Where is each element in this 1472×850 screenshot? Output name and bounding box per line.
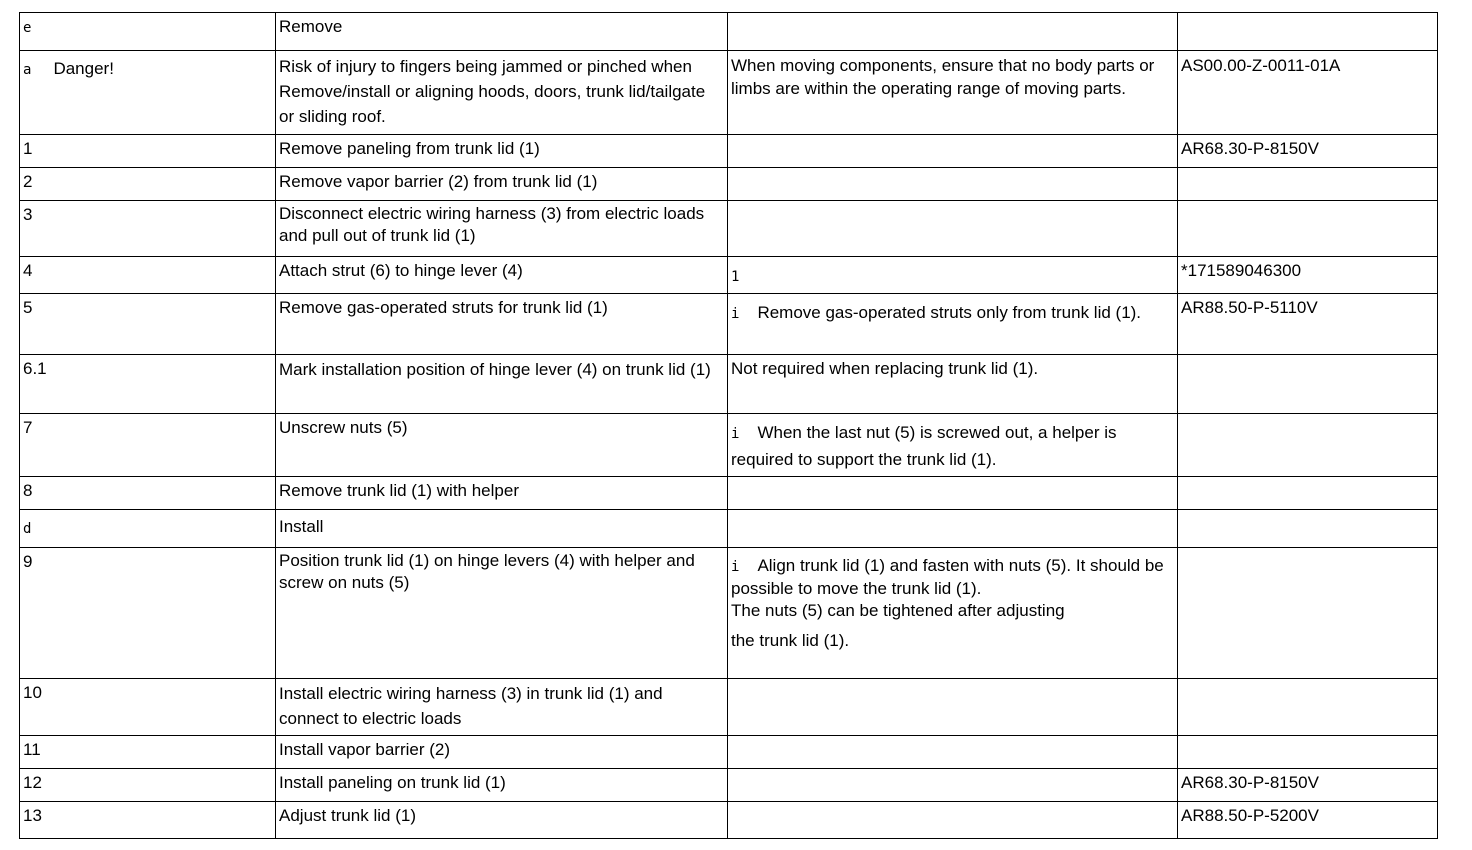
- action-text: Attach strut (6) to hinge lever (4): [279, 261, 523, 280]
- action-text: Install electric wiring harness (3) in trunk lid (1) and connect to electric loads: [279, 684, 663, 728]
- danger-text: Risk of injury to fingers being jammed or pinched when Remove/install or aligning hoods, doors, trunk lid/tailgate or sliding roof.: [279, 57, 706, 126]
- table-row: [20, 736, 1438, 769]
- note-cell: [728, 51, 1178, 135]
- step-cell: [20, 257, 276, 294]
- danger-label: Danger!: [53, 59, 114, 78]
- ref-cell: [1178, 294, 1438, 355]
- step-marker-remove: e: [23, 20, 32, 36]
- table-row: [20, 679, 1438, 736]
- table-row: [20, 548, 1438, 679]
- note-cell: [728, 477, 1178, 510]
- tool-icon: 1: [731, 269, 740, 285]
- note-text: When the last nut (5) is screwed out, a helper is required to support the trunk lid (1).: [731, 423, 1117, 469]
- table-row: [20, 51, 1438, 135]
- ref-link[interactable]: AR88.50-P-5200V: [1181, 806, 1319, 825]
- ref-cell: [1178, 769, 1438, 802]
- ref-cell: [1178, 548, 1438, 679]
- action-text: Adjust trunk lid (1): [279, 806, 416, 825]
- step-number: 8: [23, 481, 33, 500]
- action-cell: [276, 168, 728, 201]
- step-number: 5: [23, 298, 33, 317]
- note-text: Not required when replacing trunk lid (1).: [731, 359, 1039, 378]
- table-row: [20, 13, 1438, 51]
- info-icon: i: [731, 559, 740, 575]
- section-heading-install: Install: [279, 517, 324, 536]
- action-cell: [276, 51, 728, 135]
- ref-cell: [1178, 51, 1438, 135]
- ref-cell: [1178, 736, 1438, 769]
- step-cell: [20, 477, 276, 510]
- action-cell: [276, 769, 728, 802]
- action-cell: [276, 135, 728, 168]
- table-row: [20, 477, 1438, 510]
- note-text: Remove gas-operated struts only from trunk lid (1).: [757, 303, 1142, 322]
- note-cell: [728, 679, 1178, 736]
- action-cell: [276, 257, 728, 294]
- action-text: Install paneling on trunk lid (1): [279, 773, 506, 792]
- action-text: Unscrew nuts (5): [279, 418, 408, 437]
- note-text-3: the trunk lid (1).: [731, 631, 850, 650]
- procedure-table: [19, 12, 1438, 839]
- step-cell: [20, 736, 276, 769]
- tool-number[interactable]: *171589046300: [1181, 261, 1302, 280]
- action-cell: [276, 201, 728, 257]
- note-cell: [728, 294, 1178, 355]
- action-cell: [276, 13, 728, 51]
- table-row: [20, 769, 1438, 802]
- section-heading-remove: Remove: [279, 17, 343, 36]
- step-cell: [20, 510, 276, 548]
- ref-link[interactable]: AR68.30-P-8150V: [1181, 139, 1319, 158]
- note-cell: [728, 510, 1178, 548]
- ref-cell: [1178, 355, 1438, 414]
- note-cell: [728, 135, 1178, 168]
- ref-cell: [1178, 414, 1438, 477]
- ref-cell: [1178, 135, 1438, 168]
- table-row: [20, 802, 1438, 839]
- step-number: 2: [23, 172, 33, 191]
- step-cell: [20, 802, 276, 839]
- step-cell: [20, 769, 276, 802]
- note-cell: [728, 257, 1178, 294]
- ref-cell: [1178, 477, 1438, 510]
- note-cell: [728, 769, 1178, 802]
- table-row: [20, 414, 1438, 477]
- action-cell: [276, 736, 728, 769]
- step-number: 11: [23, 740, 41, 759]
- action-cell: [276, 802, 728, 839]
- step-marker-install: d: [23, 521, 32, 537]
- action-text: Remove gas-operated struts for trunk lid (1): [279, 298, 608, 317]
- ref-cell: [1178, 201, 1438, 257]
- step-number: 6.1: [23, 359, 47, 378]
- ref-cell: [1178, 257, 1438, 294]
- note-cell: [728, 736, 1178, 769]
- table-row: [20, 168, 1438, 201]
- note-cell: [728, 13, 1178, 51]
- table-row: [20, 355, 1438, 414]
- action-text: Install vapor barrier (2): [279, 740, 451, 759]
- note-text-2: The nuts (5) can be tightened after adjusting: [731, 601, 1065, 620]
- table-row: [20, 294, 1438, 355]
- action-cell: [276, 679, 728, 736]
- info-icon: i: [731, 306, 740, 322]
- step-cell: [20, 679, 276, 736]
- step-cell: [20, 51, 276, 135]
- danger-note: When moving components, ensure that no body parts or limbs are within the operating range of moving parts.: [731, 56, 1155, 98]
- note-cell: [728, 802, 1178, 839]
- action-cell: [276, 548, 728, 679]
- danger-icon: a: [23, 62, 32, 78]
- step-cell: [20, 13, 276, 51]
- ref-link[interactable]: AS00.00-Z-0011-01A: [1181, 56, 1341, 75]
- step-number: 7: [23, 418, 33, 437]
- step-number: 13: [23, 806, 42, 825]
- table-row: [20, 510, 1438, 548]
- action-text: Remove vapor barrier (2) from trunk lid (1): [279, 172, 598, 191]
- action-text: Disconnect electric wiring harness (3) from electric loads and pull out of trunk lid (1): [279, 204, 705, 245]
- step-cell: [20, 355, 276, 414]
- ref-cell: [1178, 168, 1438, 201]
- info-icon: i: [731, 426, 740, 442]
- action-text: Position trunk lid (1) on hinge levers (4) with helper and screw on nuts (5): [279, 551, 695, 592]
- step-cell: [20, 135, 276, 168]
- step-number: 4: [23, 261, 33, 280]
- action-cell: [276, 414, 728, 477]
- note-cell: [728, 414, 1178, 477]
- ref-cell: [1178, 802, 1438, 839]
- ref-cell: [1178, 13, 1438, 51]
- step-number: 12: [23, 773, 42, 792]
- note-cell: [728, 168, 1178, 201]
- note-text: Align trunk lid (1) and fasten with nuts (5). It should be possible to move the trunk lid (1).: [731, 556, 1164, 598]
- action-text: Remove trunk lid (1) with helper: [279, 481, 519, 500]
- action-cell: [276, 294, 728, 355]
- step-cell: [20, 168, 276, 201]
- note-cell: [728, 355, 1178, 414]
- action-cell: [276, 477, 728, 510]
- step-number: 3: [23, 205, 33, 224]
- table-row: [20, 257, 1438, 294]
- ref-link[interactable]: AR68.30-P-8150V: [1181, 773, 1319, 792]
- step-cell: [20, 548, 276, 679]
- ref-cell: [1178, 510, 1438, 548]
- action-text: Mark installation position of hinge lever (4) on trunk lid (1): [279, 360, 711, 379]
- step-cell: [20, 414, 276, 477]
- step-cell: [20, 201, 276, 257]
- note-cell: [728, 548, 1178, 679]
- ref-cell: [1178, 679, 1438, 736]
- note-cell: [728, 201, 1178, 257]
- step-number: 10: [23, 683, 42, 702]
- table-row: [20, 135, 1438, 168]
- ref-link[interactable]: AR88.50-P-5110V: [1181, 298, 1318, 317]
- action-cell: [276, 510, 728, 548]
- step-number: 9: [23, 552, 33, 571]
- step-cell: [20, 294, 276, 355]
- action-cell: [276, 355, 728, 414]
- table-row: [20, 201, 1438, 257]
- action-text: Remove paneling from trunk lid (1): [279, 139, 540, 158]
- step-number: 1: [23, 139, 33, 158]
